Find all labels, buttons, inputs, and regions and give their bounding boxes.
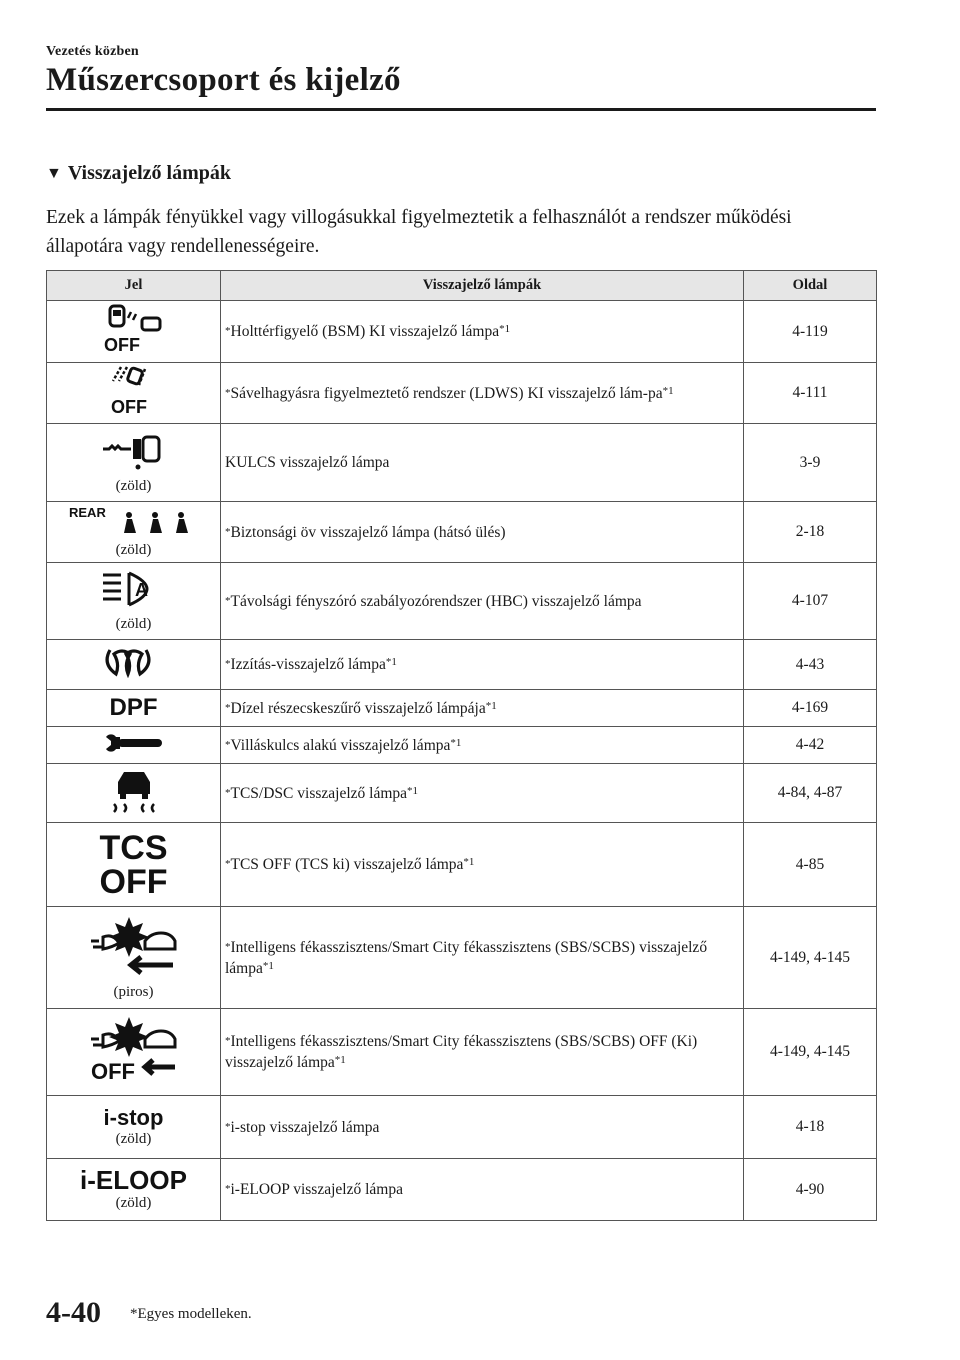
lamp-description-cell [221,301,744,363]
tcs-text: TCS [99,828,168,867]
asterisk: * [225,1183,231,1195]
footnote-ref: *1 [463,856,475,868]
table-row [47,690,877,727]
indicator-table [46,270,877,1221]
i-eloop-icon: i-ELOOP [80,1165,187,1195]
lamp-description-cell [221,1159,744,1221]
lamp-color-note: (zöld) [115,542,152,558]
table-row [47,424,877,502]
symbol-cell [47,424,221,502]
svg-text:OFF: OFF [103,335,140,354]
title-rule [46,108,876,111]
symbol-cell [47,502,221,563]
page-cell: 4-119 [744,301,877,363]
lamp-label: Dízel részecskeszűrő visszajelző lámpája [230,699,486,717]
page-cell: 4-42 [744,727,877,764]
table-row [47,640,877,690]
footnote-ref: *1 [662,384,674,397]
lamp-description-cell [221,727,744,764]
lamp-description-cell [221,424,744,502]
asterisk: * [225,386,231,399]
table-row [47,907,877,1009]
tcs-off-icon [99,828,168,901]
triangle-down-icon: ▼ [46,164,62,182]
page-number: 4-40 [46,1296,101,1329]
footnote-ref: *1 [499,323,511,335]
hbc-icon [99,569,169,609]
lamp-label: i-stop visszajelző lámpa [230,1118,380,1136]
page-cell: 4-149, 4-145 [744,907,877,1009]
symbol-cell [47,1159,221,1221]
page-cell: 4-84, 4-87 [744,764,877,823]
sbs-scbs-icon [89,915,179,977]
lamp-description-cell [221,502,744,563]
page-cell: 4-85 [744,823,877,907]
footnote-ref: *1 [334,1054,346,1066]
wrench-icon [104,731,164,755]
lamp-description-cell [221,764,744,823]
lamp-description-cell [221,363,744,424]
symbol-cell [47,1009,221,1096]
footnote-ref: *1 [450,736,462,749]
table-header-row [47,271,877,301]
lamp-label: KULCS visszajelző lámpa [225,454,390,471]
table-row [47,563,877,640]
page-cell: 4-107 [744,563,877,640]
lamp-color-note: (zöld) [115,1195,152,1211]
lamp-color-note: (zöld) [115,616,152,632]
lamp-label: Intelligens fékasszisztens/Smart City fékasszisztens (SBS/SCBS) visszajelző lámpa [225,938,708,977]
table-row [47,1009,877,1096]
lamp-label: Izzítás-visszajelző lámpa [230,656,386,673]
page-cell: 3-9 [744,424,877,502]
off-text: OFF [99,862,168,901]
lamp-description-cell [221,1096,744,1159]
footnote-ref: *1 [407,784,419,797]
table-row [47,301,877,363]
asterisk: * [225,658,231,670]
symbol-cell [47,301,221,363]
lamp-color-note: (zöld) [115,1130,152,1147]
symbol-cell [47,690,221,727]
asterisk: * [225,940,231,953]
asterisk: * [225,1035,231,1047]
dpf-icon: DPF [109,694,158,721]
symbol-cell [47,907,221,1009]
section-heading [46,162,231,185]
lamp-label: i-ELOOP visszajelző lámpa [230,1181,403,1198]
lamp-description-cell [221,563,744,640]
lamp-label: Sávelhagyásra figyelmeztető rendszer (LDWS) KI visszajelző lám-pa [230,384,663,402]
lamp-color-note: (piros) [113,983,154,1000]
column-header-lamp: Visszajelző lámpák [221,271,744,301]
svg-text:A: A [134,580,148,600]
tcs-dsc-icon [108,768,160,814]
sbs-scbs-off-icon [89,1017,179,1083]
asterisk: * [225,701,231,714]
symbol-cell [47,727,221,764]
table-row [47,1159,877,1221]
lamp-description-cell [221,690,744,727]
page-cell: 4-149, 4-145 [744,1009,877,1096]
intro-paragraph: Ezek a lámpák fényükkel vagy villogásukkal figyelmeztetik a felhasználót a rendszer működési állapotára vagy rendellenességeire. [46,207,792,257]
lamp-color-note: (zöld) [115,477,152,494]
table-row [47,764,877,823]
bsm-off-icon [102,304,166,354]
symbol-cell [47,640,221,690]
page-cell: 4-43 [744,640,877,690]
table-row [47,1096,877,1159]
asterisk: * [225,1120,231,1133]
footnote-ref: *1 [485,699,497,712]
lamp-description-cell [221,1009,744,1096]
lamp-label: TCS/DSC visszajelző lámpa [230,784,408,802]
table-row [47,502,877,563]
lamp-label: Holttérfigyelő (BSM) KI visszajelző lámpa [230,323,500,340]
svg-text:OFF: OFF [90,1058,135,1083]
lamp-description-cell [221,823,744,907]
page-cell: 4-111 [744,363,877,424]
ldws-off-icon [109,365,159,417]
footnote-ref: *1 [262,959,274,972]
symbol-cell [47,363,221,424]
symbol-cell [47,563,221,640]
column-header-page: Oldal [744,271,877,301]
i-stop-icon: i-stop [103,1104,164,1130]
lamp-description-cell [221,640,744,690]
column-header-symbol: Jel [47,271,221,301]
asterisk: * [225,325,231,337]
lamp-label: TCS OFF (TCS ki) visszajelző lámpa [230,856,464,873]
page-cell: 2-18 [744,502,877,563]
table-row [47,727,877,764]
asterisk: * [225,786,231,799]
page-cell: 4-90 [744,1159,877,1221]
lamp-label: Biztonsági öv visszajelző lámpa (hátsó ülés) [230,523,506,541]
table-row [47,363,877,424]
glow-plug-icon [104,646,164,678]
chapter-title: Műszercsoport és kijelző [46,62,401,98]
footnote-ref: *1 [385,656,397,668]
asterisk: * [225,525,231,538]
footnote: *Egyes modelleken. [130,1306,252,1322]
key-icon [99,431,169,471]
lamp-label: Villáskulcs alakú visszajelző lámpa [230,736,451,754]
asterisk: * [225,594,231,607]
lamp-label: Intelligens fékasszisztens/Smart City fékasszisztens (SBS/SCBS) OFF (Ki) visszajelző lámpa [225,1033,698,1071]
rear-label: REAR [68,505,106,520]
symbol-cell [47,823,221,907]
table-row [47,823,877,907]
running-header: Vezetés közben [46,44,139,59]
lamp-description-cell [221,907,744,1009]
page-cell: 4-169 [744,690,877,727]
symbol-cell [47,1096,221,1159]
rear-seatbelt-icon [69,505,199,535]
asterisk: * [225,738,231,751]
section-heading-text: Visszajelző lámpák [67,162,231,184]
asterisk: * [225,858,231,870]
symbol-cell [47,764,221,823]
page-cell: 4-18 [744,1096,877,1159]
lamp-label: Távolsági fényszóró szabályozórendszer (HBC) visszajelző lámpa [230,592,642,610]
svg-text:OFF: OFF [110,396,147,417]
